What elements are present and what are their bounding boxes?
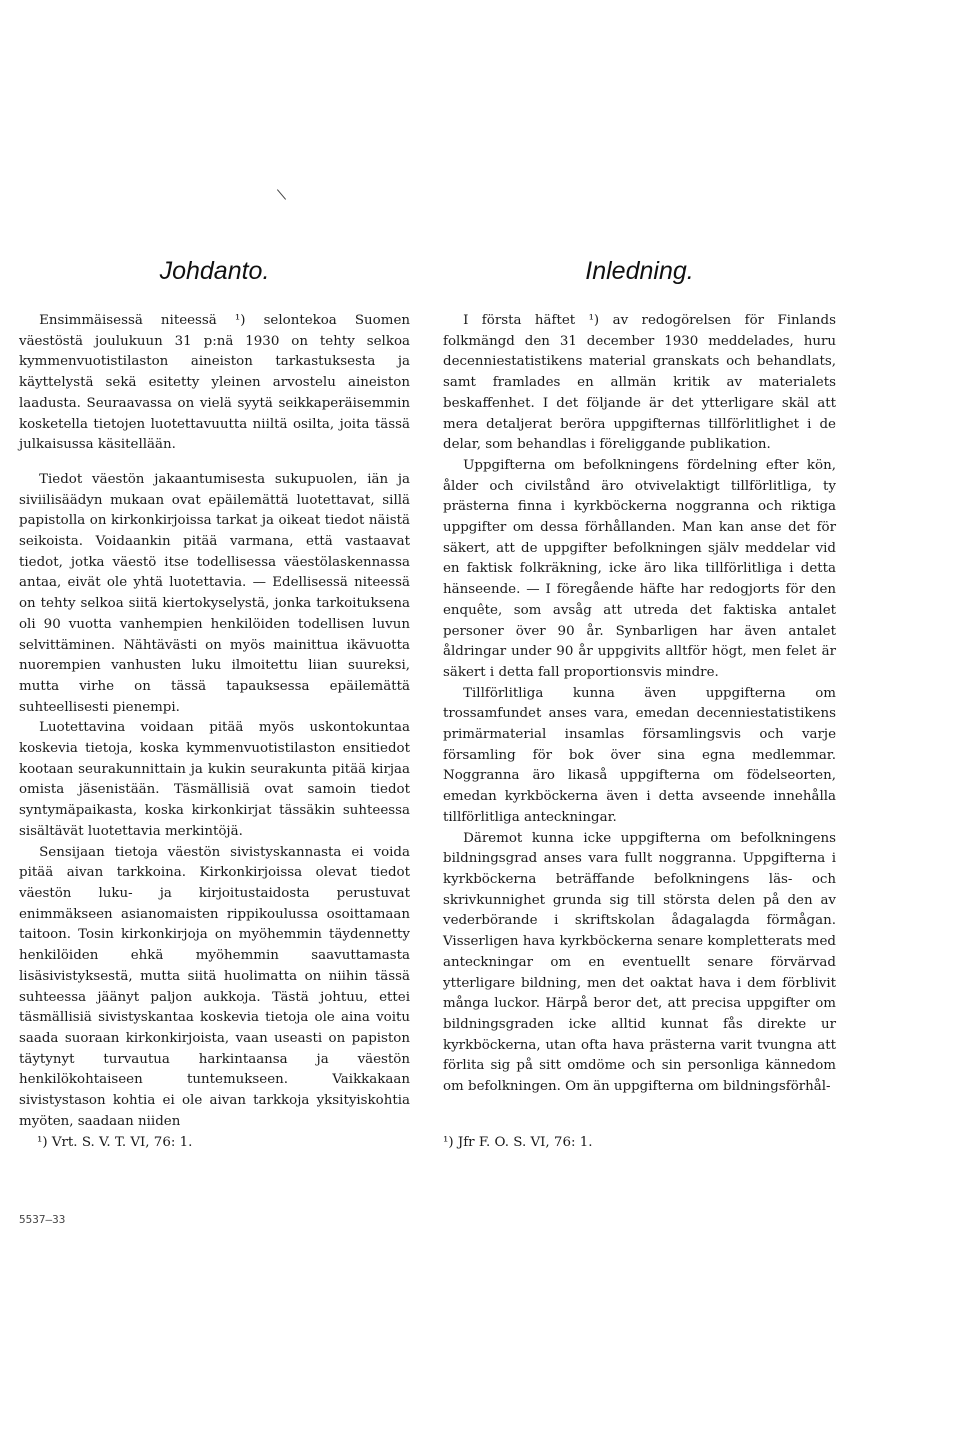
swedish-title: Inledning. (585, 257, 694, 285)
finnish-footnote: ¹) Vrt. S. V. T. VI, 76: 1. (37, 1135, 193, 1150)
swedish-footnote: ¹) Jfr F. O. S. VI, 76: 1. (443, 1135, 593, 1150)
finnish-paragraph-3: Luotettavina voidaan pitää myös uskontokuntaa koskevia tietoja, koska kymmenvuotistilaston ensitiedot kootaan seurakunnittain ja kukin seurakunta pitää kirjaa omista jäsenistään. Täsmällisiä ovat samoin tiedot syntymäpaikasta, koska kirkonkirjat tässäkin suhteessa sisältävät luotettavia merkintöjä. (19, 720, 410, 839)
swedish-paragraph-3: Tillförlitliga kunna även uppgifterna om trossamfundet anses vara, emedan decenniestatistikens primärmaterial insamlas församlingsvis och varje församling för bok över sina egna medlemmar. Noggranna äro likaså uppgifterna om födelseorten, emedan kyrkböckerna även i detta avseende innehålla tillförlitliga anteckningar. (443, 685, 836, 825)
swedish-column (443, 255, 836, 1098)
swedish-paragraph-4: Däremot kunna icke uppgifterna om befolkningens bildningsgrad anses vara fullt noggranna. Uppgifterna i kyrkböckerna beträffande befolkningens läs- och skrivkunnighet grunda sig till största delen på den av vederbörande i skriftskolan ådagalagda förmågan. Visserligen hava kyrkböckerna senare kompletterats med anteckningar om en eventuellt senare förvärvad ytterligare bildning, men det oaktat hava i dem förblivit många luckor. Härpå beror det, att precisa uppgifter om bildningsgraden icke alltid kunnat fås direkte ur kyrkböckerna, utan ofta hava prästerna varit tvungna att förlita sig på sitt omdöme och sin personliga kännedom om befolkningen. Om än uppgifterna om bildningsförhål- (443, 830, 836, 1095)
swedish-paragraph-2: Uppgifterna om befolkningens fördelning efter kön, ålder och civilstånd äro otvivelaktigt tillförlitliga, ty prästerna finna i kyrkböckerna noggranna och riktiga uppgifter om dessa förhållanden. Man kan anse det för säkert, att de uppgifter befolkningen själv meddelar vid en faktisk folkräkning, icke äro lika tillförlitliga i detta hänseende. — I föregående häfte har redogjorts för den enquête, som avsåg att utreda det faktiska antalet personer över 90 år. Synbarligen har även antalet åldringar under 90 år uppgivits alltför högt, men felet är säkert i detta fall proportionsvis mindre. (443, 457, 836, 680)
finnish-title: Johdanto. (159, 257, 270, 285)
print-code: 5537—33 (19, 1213, 66, 1226)
finnish-column (19, 255, 410, 1132)
stray-mark (277, 189, 286, 200)
finnish-paragraph-2: Tiedot väestön jakaantumisesta sukupuolen, iän ja siviilisäädyn mukaan ovat epäilemättä luotettavat, sillä papistolla on kirkonkirjoissa tarkat ja oikeat tiedot näistä seikoista. Voidaankin pitää varmana, että vastaavat tiedot, jotka väestö itse todellisessa väestölaskennassa antaa, eivät ole yhtä luotettavia. — Edellisessä niteessä on tehty selkoa siitä kiertokyselystä, jonka tarkoituksena oli 90 vuotta vanhempien henkilöiden todellisen luvun selvittäminen. Nähtävästi on myös mainittua ikävuotta nuorempien vanhusten luku ilmoitettu liian suureksi, mutta virhe on tässä tapauksessa epäilemättä suhteellisesti pienempi. (19, 471, 410, 715)
swedish-paragraph-1: I första häftet ¹) av redogörelsen för Finlands folkmängd den 31 december 1930 meddelades, huru decenniestatistikens material granskats och behandlats, samt framlades en allmän kritik av materialets beskaffenhet. I det följande är det ytterligare skäl att mera detaljerat beröra uppgifternas tillförlitlighet i de delar, som behandlas i föreliggande publikation. (443, 313, 836, 453)
finnish-paragraph-4: Sensijaan tietoja väestön sivistyskannasta ei voida pitää aivan tarkkoina. Kirkonkirjoissa olevat tiedot väestön luku- ja kirjoitustaidosta perustuvat enimmäkseen asianomaisten rippikoulussa osoittamaan taitoon. Tosin kirkonkirjoja on myöhemmin täydennetty henkilöiden ehkä myöhemmin saavuttamasta lisäsivistyksestä, mutta siitä huolimatta on niihin tässä suhteessa jäänyt paljon aukkoja. Tästä johtuu, ettei täsmällisiä sivistyskantaa koskevia tietoja ole aina voitu saada suoraan kirkonkirjoista, vaan useasti on papiston täytynyt turvautua harkintaansa ja väestön henkilökohtaiseen tuntemukseen. Vaikkakaan sivistystason kohtia ei ole aivan tarkkoja yksityiskohtia myöten, saadaan niiden (19, 844, 410, 1129)
finnish-paragraph-1: Ensimmäisessä niteessä ¹) selontekoa Suomen väestöstä joulukuun 31 p:nä 1930 on tehty selkoa kymmenvuotistilaston aineiston tarkastuksesta ja käyttelystä sekä esitetty yleinen arvostelu aineiston laadusta. Seuraavassa on vielä syytä seikkaperäisemmin kosketella tietojen luotettavuutta niiltä osilta, joita tässä julkaisussa käsitellään. (19, 313, 410, 453)
